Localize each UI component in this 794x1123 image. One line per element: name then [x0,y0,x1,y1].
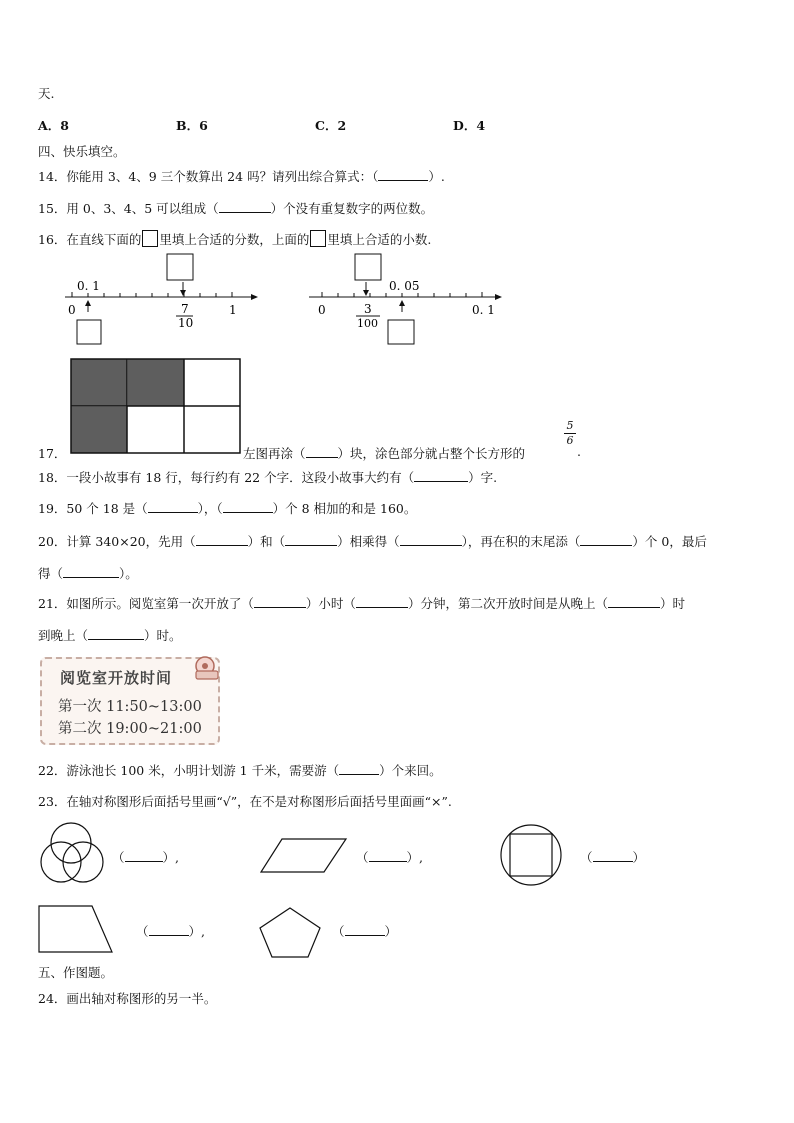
answer-blank[interactable] [593,849,633,862]
question-16 [38,230,431,248]
reading-room-notice-card [40,657,220,745]
text: 到晚上（ [38,628,89,643]
arrow-up-icon [399,300,405,306]
answer-4 [136,922,205,940]
square-symbol-icon [142,230,158,247]
text: （ [112,850,125,865]
answer-blank[interactable] [88,627,144,640]
answer-blank[interactable] [63,565,119,578]
square-in-circle-figure [498,822,564,888]
question-17-end: . [577,444,581,459]
question-16-part2: 里填上合适的分数，上面的 [159,232,310,247]
section-5-title: 五、作图题。 [38,965,114,980]
question-14 [38,167,445,185]
text: ）, [162,850,179,865]
question-15-end: ）个没有重复数字的两位数。 [270,201,434,216]
fraction-five-sixths [564,419,576,447]
text: ）小时（ [305,596,356,611]
text: ）个 0，最后 [632,534,707,549]
question-18 [38,468,497,486]
question-14-end: ）. [428,169,445,184]
question-18-end: ）字. [468,470,498,485]
answer-blank[interactable] [608,595,660,608]
top-label: 0. 1 [77,279,100,293]
answer-blank[interactable] [356,595,408,608]
question-17-text: 左图再涂（ [243,446,306,461]
text: ）相乘得（ [337,534,400,549]
shaded-cell [71,359,127,406]
question-21-line-1 [38,594,685,612]
text: ）时 [659,596,685,611]
one-label: 1 [229,303,237,317]
answer-3 [580,848,645,866]
question-17-mid: ）块，涂色部分就占整个长方形的 [337,446,526,461]
question-16-part3: 里填上合适的小数. [327,232,432,247]
number-line-1 [55,250,265,350]
square-symbol-icon [310,230,326,247]
answer-1 [112,848,179,866]
question-21-line-2 [38,626,182,644]
answer-box-top[interactable] [167,254,193,280]
zero-label: 0 [68,303,76,317]
question-19-part3: ）个 8 相加的和是 160。 [272,501,417,516]
answer-box-top[interactable] [355,254,381,280]
answer-blank[interactable] [149,923,189,936]
question-19-part1: 19．50 个 18 是（ [38,501,148,516]
arrow-down-icon [363,290,369,296]
section-4-title: 四、快乐填空。 [38,144,126,159]
shaded-cell [71,407,127,453]
text: ） [632,850,646,865]
arrow-right-icon [251,294,258,300]
question-16-part1: 16．在直线下面的 [38,232,142,247]
question-14-text: 14．你能用 3、4、9 三个数算出 24 吗？请列出综合算式：（ [38,169,379,184]
option-d: D．4 [453,118,486,133]
text: 20．计算 340×20，先用（ [38,534,196,549]
answer-5 [332,922,397,940]
answer-blank[interactable] [148,500,198,513]
text: （ [356,850,369,865]
answer-blank[interactable] [196,533,248,546]
pentagon-figure [256,905,324,961]
option-b: B．6 [176,118,208,133]
arrow-down-icon [180,290,186,296]
number-line-2 [305,250,515,350]
text: （ [580,850,593,865]
question-22-text: 22．游泳池长 100 米，小明计划游 1 千米，需要游（ [38,763,340,778]
notice-title: 阅览室开放时间 [60,669,173,687]
answer-blank[interactable] [345,923,385,936]
answer-blank[interactable] [400,533,462,546]
answer-blank[interactable] [339,762,379,775]
top-label: 0. 05 [389,279,420,293]
text: ）, [406,850,423,865]
answer-blank[interactable] [580,533,632,546]
end-label: 0. 1 [472,303,495,317]
notice-row-1: 第一次 11:50~13:00 [58,699,202,715]
question-17 [243,444,525,462]
zero-label: 0 [318,303,326,317]
text: ）时。 [144,628,182,643]
question-15 [38,199,433,217]
fraction-denominator: 10 [178,316,194,330]
fraction-denominator: 100 [357,317,378,330]
text: ）和（ [247,534,286,549]
answer-blank[interactable] [369,849,407,862]
answer-blank[interactable] [378,168,428,181]
text: 21．如图所示。阅览室第一次开放了（ [38,596,254,611]
text: ），再在积的末尾添（ [461,534,581,549]
fraction-numerator: 3 [364,302,372,316]
question-24-text: 24．画出轴对称图形的另一半。 [38,991,217,1006]
question-19-part2: ），（ [197,501,223,516]
question-23-text: 23．在轴对称图形后面括号里画“√”，在不是对称图形后面括号里面画“×”. [38,794,452,809]
question-22 [38,761,442,779]
three-circles-figure [38,820,110,888]
option-c: C．2 [315,118,347,133]
answer-box-bottom[interactable] [388,320,414,344]
text: ） [384,924,398,939]
question-20-line-1 [38,532,707,550]
text: ）, [188,924,205,939]
arrow-right-icon [495,294,502,300]
question-22-end: ）个来回。 [379,763,442,778]
answer-blank[interactable] [414,469,468,482]
answer-blank[interactable] [125,849,163,862]
option-a: A．8 [38,118,69,133]
answer-box-bottom[interactable] [77,320,101,344]
fraction-numerator: 7 [181,302,189,316]
answer-2 [356,848,423,866]
shading-grid [70,358,242,454]
answer-blank[interactable] [219,200,271,213]
answer-blank[interactable] [285,533,337,546]
fraction-numerator: 5 [566,419,574,432]
notice-row-2: 第二次 19:00~21:00 [58,721,202,737]
text: ）分钟，第二次开放时间是从晚上（ [407,596,608,611]
shaded-cell [128,359,184,406]
fraction-denominator: 6 [564,433,576,447]
text: （ [136,924,149,939]
question-19 [38,499,416,517]
projector-icon [192,655,222,681]
question-15-text: 15．用 0、3、4、5 可以组成（ [38,201,219,216]
question-17-number: 17． [38,446,67,461]
question-18-text: 18．一段小故事有 18 行，每行约有 22 个字．这段小故事大约有（ [38,470,415,485]
answer-blank[interactable] [254,595,306,608]
trapezoid-figure [36,903,116,955]
answer-blank[interactable] [306,445,338,458]
parallelogram-figure [258,836,352,876]
text: 得（ [38,566,64,581]
arrow-up-icon [85,300,91,306]
text: （ [332,924,345,939]
question-20-line-2 [38,564,138,582]
answer-blank[interactable] [223,500,273,513]
lead-text: 天. [38,86,55,101]
text: ）。 [119,566,138,581]
